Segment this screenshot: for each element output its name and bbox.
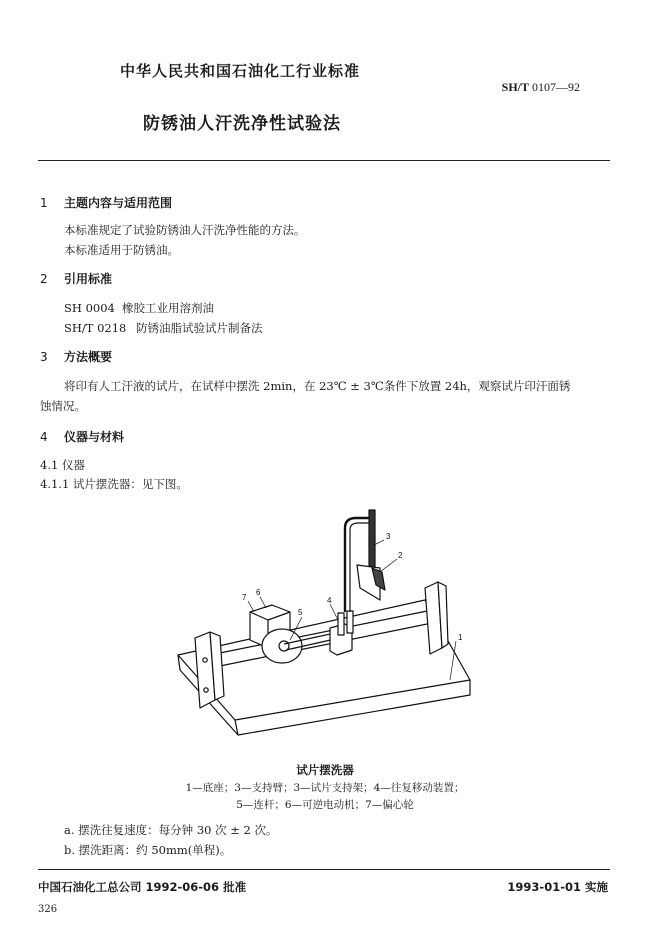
reference-code: SH 0004 [64, 301, 115, 315]
figure-label-7: 7 [242, 593, 247, 602]
section-1-para-1: 本标准规定了试验防锈油人汗洗净性能的方法。 [64, 223, 306, 237]
section-2-number: 2 [40, 272, 48, 286]
subsection-4-1-1: 4.1.1 试片摆洗器：见下图。 [40, 477, 188, 491]
reference-name: 防锈油脂试验试片制备法 [136, 321, 263, 335]
section-3-line-2: 蚀情况。 [40, 399, 86, 413]
reference-code: SH/T 0218 [64, 321, 127, 335]
effective-date: 1993-01-01 实施 [507, 880, 608, 894]
figure-label-5: 5 [298, 608, 303, 617]
section-1-number: 1 [40, 196, 48, 210]
figure-label-1: 1 [458, 633, 463, 642]
figure-label-3: 3 [386, 532, 391, 541]
standard-code-prefix: SH/T [501, 80, 529, 94]
figure-label-4: 4 [327, 596, 332, 605]
subsection-4-1: 4.1 仪器 [40, 458, 85, 472]
param-speed: a. 摆洗往复速度：每分钟 30 次 ± 2 次。 [64, 823, 278, 837]
section-4-title: 仪器与材料 [64, 430, 125, 444]
section-3-title: 方法概要 [64, 350, 113, 364]
figure-caption: 试片摆洗器 [296, 763, 354, 777]
reference-name: 橡胶工业用溶剂油 [122, 301, 214, 315]
issuing-body: 中华人民共和国石油化工行业标准 [120, 62, 361, 80]
approval-line: 中国石油化工总公司 1992-06-06 批准 [38, 880, 247, 894]
section-4-number: 4 [40, 430, 48, 444]
figure-label-2: 2 [398, 551, 403, 560]
page-number: 326 [38, 904, 58, 915]
standard-code-number: 0107—92 [532, 80, 580, 94]
section-3-number: 3 [40, 350, 48, 364]
param-distance: b. 摆洗距离：约 50mm(单程)。 [64, 843, 232, 857]
figure-legend-line-2: 5—连杆；6—可逆电动机；7—偏心轮 [236, 799, 414, 811]
footer-rule [38, 869, 610, 870]
section-1-para-2: 本标准适用于防锈油。 [64, 243, 179, 257]
section-3-line-1: 将印有人工汗液的试片，在试样中摆洗 2min，在 23℃ ± 3℃条件下放置 24h，观察试片印汗面锈 [64, 379, 571, 393]
section-1-title: 主题内容与适用范围 [64, 196, 173, 210]
figure-label-6: 6 [256, 588, 261, 597]
document-title: 防锈油人汗洗净性试验法 [143, 114, 341, 134]
section-2-title: 引用标准 [64, 272, 113, 286]
figure-legend-line-1: 1—底座；3—支持臂；3—试片支持架；4—往复移动装置； [185, 782, 465, 794]
